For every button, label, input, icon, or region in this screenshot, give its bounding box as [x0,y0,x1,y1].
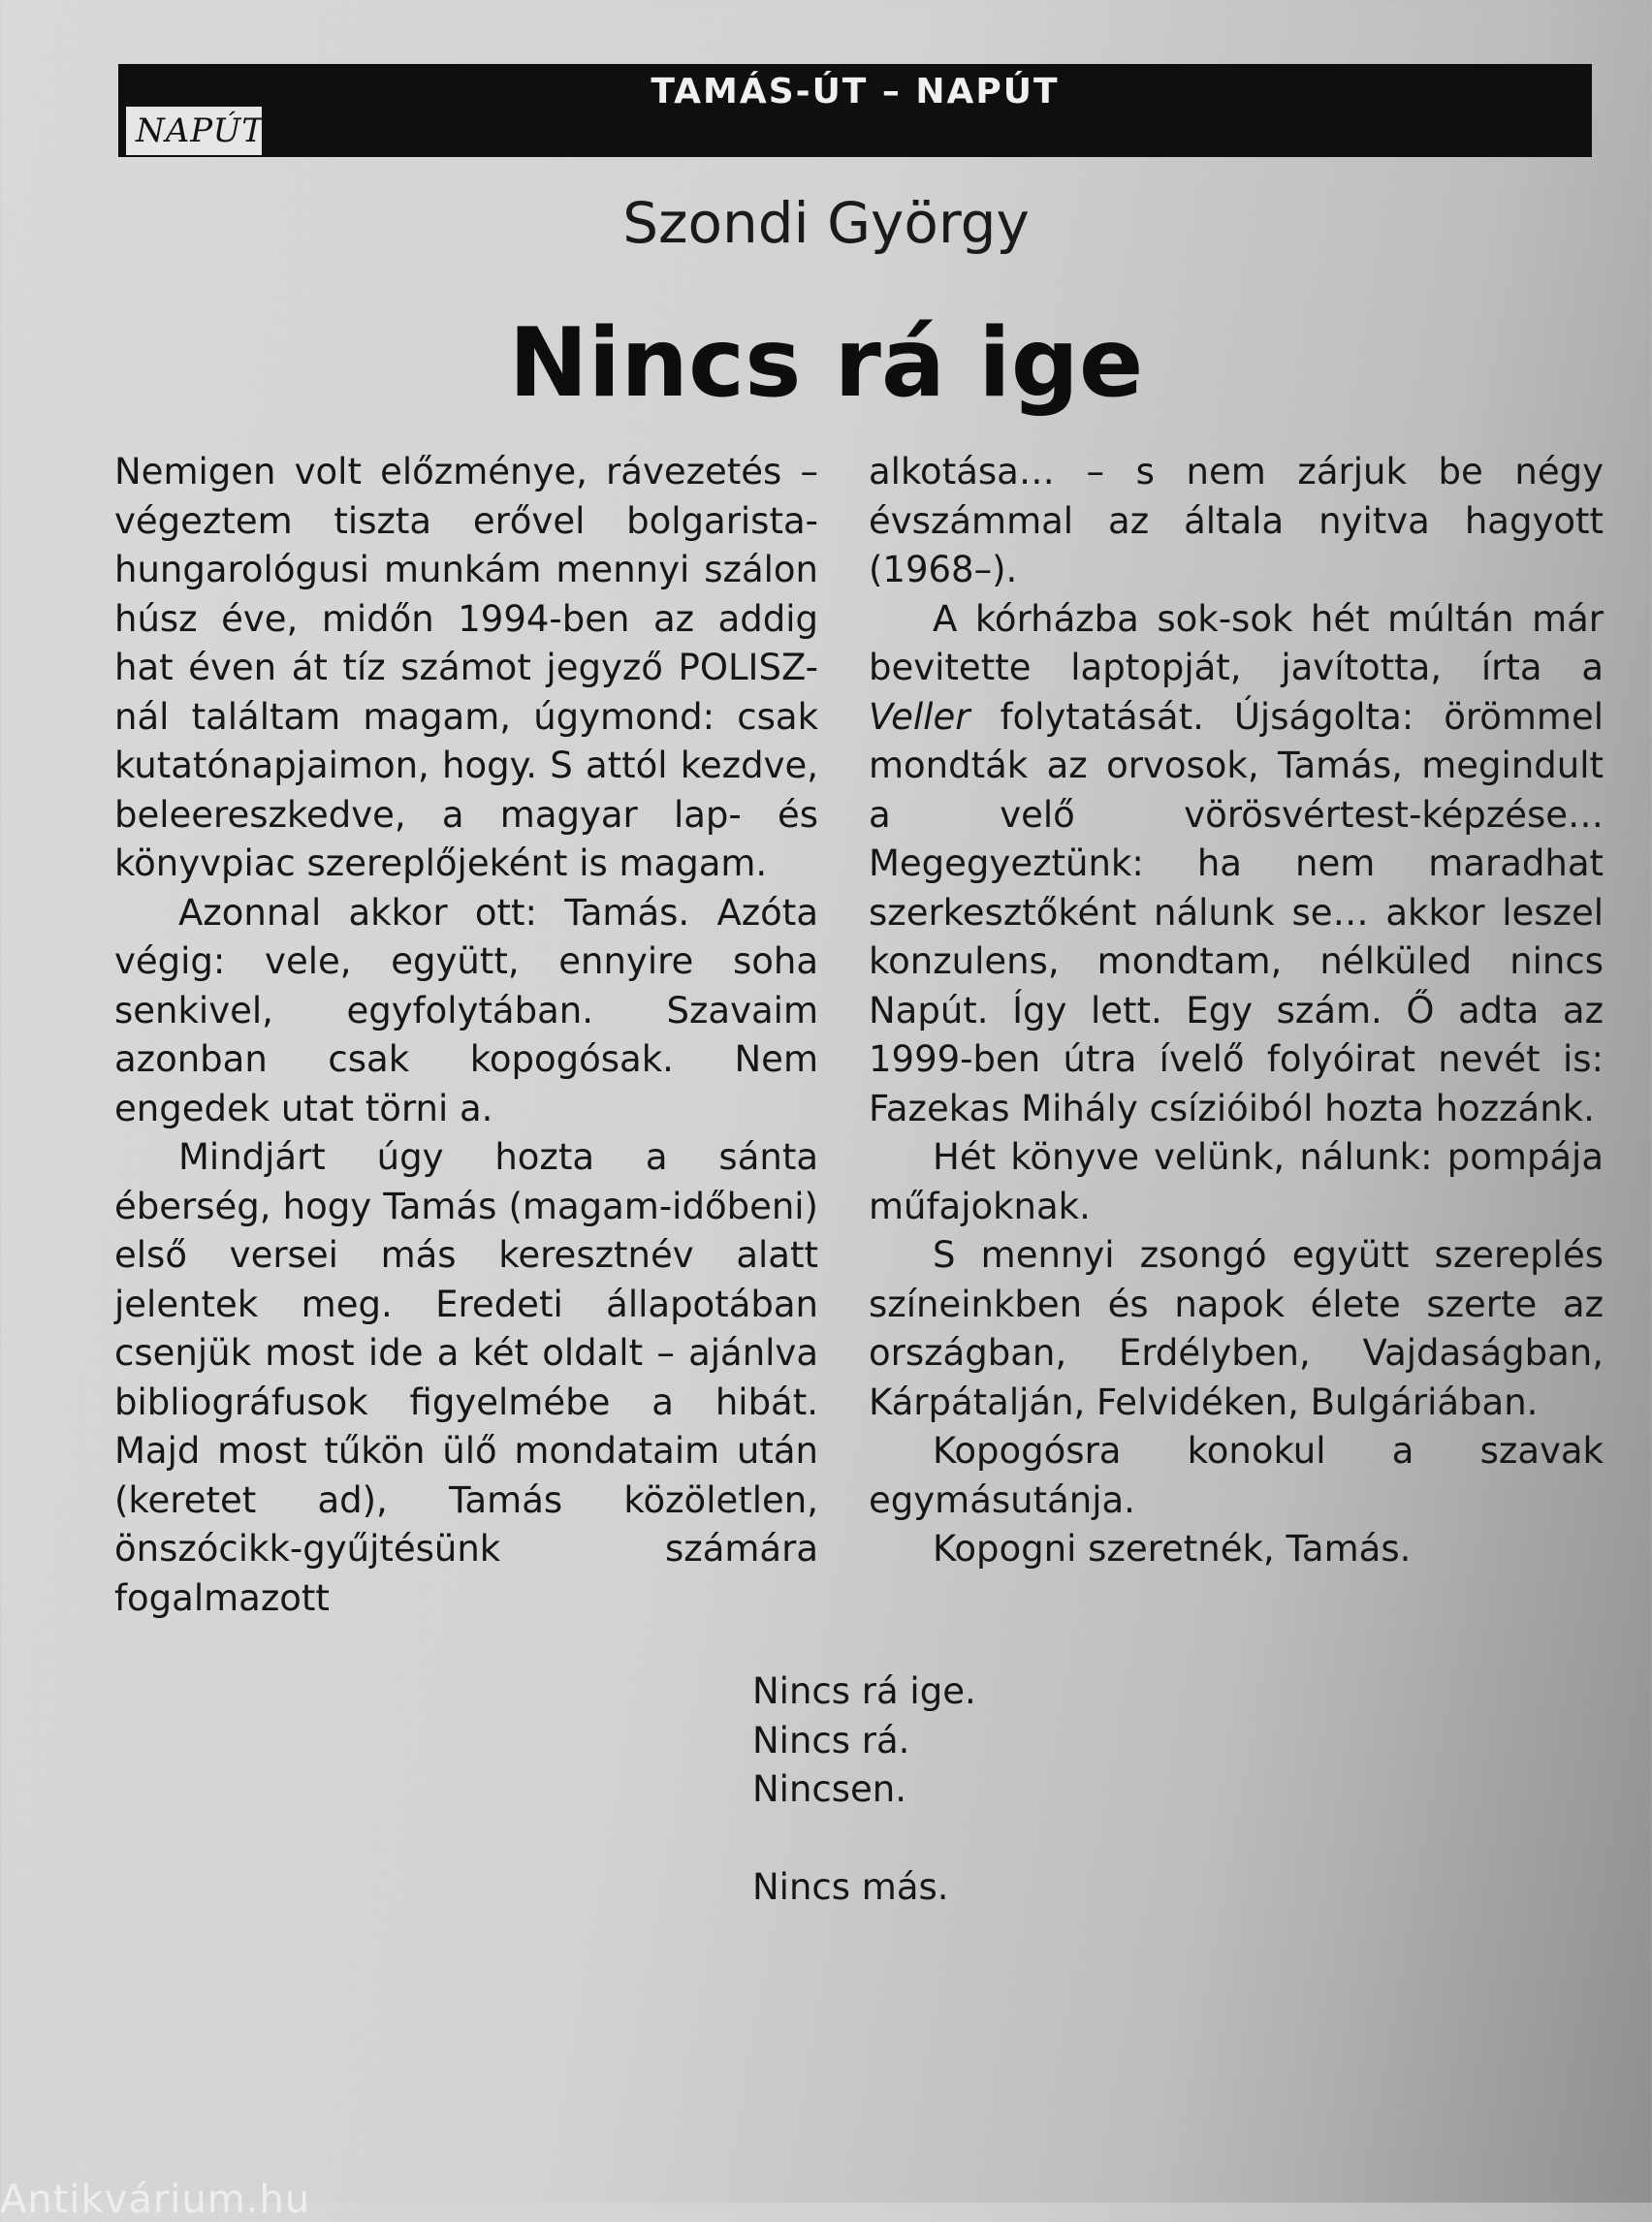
right-column [869,448,1604,1574]
section-title: TAMÁS-ÚT – NAPÚT [651,72,1060,111]
poem-line: Nincsen. [752,1768,907,1810]
paragraph: Kopogni szeretnék, Tamás. [933,1528,1412,1570]
article-author: Szondi György [622,190,1030,256]
article-title: Nincs rá ige [508,308,1144,419]
header-bar [118,64,1592,157]
paragraph: Hét könyve velünk, nálunk: pompája műfajoknak. [869,1136,1604,1227]
paragraph-continuation: alkotása… – s nem zárjuk be négy évszámmal az általa nyitva hagyott (1968–). [869,451,1604,590]
poem-line: Nincs rá ige. [752,1670,976,1712]
watermark: Antikvárium.hu [0,2177,311,2222]
paragraph [869,595,1604,1134]
paragraph: Kopogósra konokul a szavak egymásutánja. [869,1430,1604,1521]
paragraph-text: A kórházba sok-sok hét múltán már bevitette laptopját, javította, írta a [869,597,1604,688]
closing-poem [752,1667,976,1912]
paragraph-text: folytatását. Újságolta: örömmel mondták az orvosok, Tamás, megindult a velő vörösvértest-képzése… Megegyeztünk: ha nem maradhat szerkesztőként nálunk se… akkor leszel konzulens, mondtam, nélküled nincs Napút. Így lett. Egy szám. Ő adta az 1999-ben útra ívelő folyóirat nevét is: Fazekas Mihály csízióiból hozta hozzánk. [869,695,1604,1129]
book-title: Veller [869,695,970,738]
paragraph: S mennyi zsongó együtt szereplés színeinkben és napok élete szerte az országban, Erdélyben, Vajdaságban, Kárpátalján, Felvidéken, Bulgáriában. [869,1234,1604,1423]
stanza-break [752,1815,976,1863]
paragraph: Nemigen volt előzménye, rávezetés – végeztem tiszta erővel bolgarista-hungarológusi munkám mennyi szálon húsz éve, midőn 1994-ben az addig hat éven át tíz számot jegyző POLISZ-nál találtam magam, úgymond: csak kutatónapjaimon, hogy. S attól kezdve, beleereszkedve, a magyar lap- és könyvpiac szereplőjeként is magam. [114,451,818,884]
poem-line: Nincs rá. [752,1719,910,1762]
paragraph: Azonnal akkor ott: Tamás. Azóta végig: vele, együtt, ennyire soha senkivel, egyfolytában. Szavaim azonban csak kopogósak. Nem engedek utat törni a. [114,891,818,1129]
napút-logo: NAPÚT [126,107,262,155]
left-column [114,448,818,1623]
poem-line: Nincs más. [752,1865,949,1908]
paragraph: Mindjárt úgy hozta a sánta éberség, hogy Tamás (magam-időbeni) első versei más keresztnév alatt jelentek meg. Eredeti állapotában csenjük most ide a két oldalt – ajánlva bibliográfusok figyelmébe a hibát. Majd most tűkön ülő mondataim után (keretet ad), Tamás közöletlen, önszócikk-gyűjtésünk számára fogalmazott [114,1136,818,1619]
